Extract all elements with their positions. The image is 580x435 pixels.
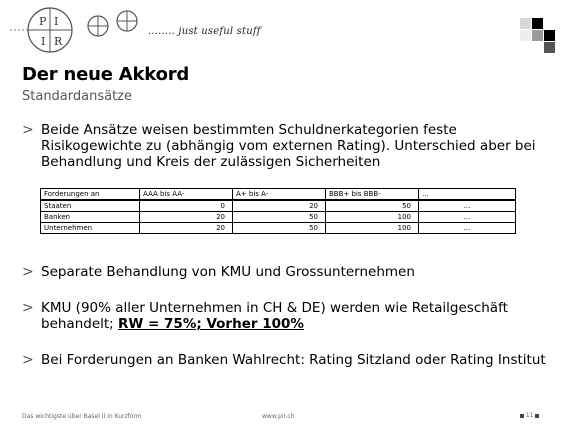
table-header-cell: A+ bis A- <box>233 189 326 201</box>
table-cell: 50 <box>233 212 326 223</box>
risk-weight-table <box>40 188 516 234</box>
table-cell: Banken <box>41 212 140 223</box>
bullet-marker: > <box>22 352 34 368</box>
table-cell: 50 <box>233 223 326 234</box>
page-marker-icon <box>535 414 539 418</box>
footer-caption: Das wichtigste über Basel II in Kurzform <box>22 413 142 420</box>
table-cell: 20 <box>140 212 233 223</box>
bullet-text: Bei Forderungen an Banken Wahlrecht: Rating Sitzland oder Rating Institut <box>41 352 546 368</box>
table-cell: 0 <box>140 200 233 212</box>
corner-square <box>532 18 543 29</box>
table-header-cell: AAA bis AA- <box>140 189 233 201</box>
table-cell: Staaten <box>41 200 140 212</box>
bullet-marker: > <box>22 122 34 138</box>
table-header-cell: BBB+ bis BBB- <box>326 189 419 201</box>
footer-website: www.pir.ch <box>262 413 295 420</box>
bullet-text: Separate Behandlung von KMU und Grossunternehmen <box>41 264 415 280</box>
table-row <box>41 200 516 212</box>
corner-square <box>532 30 543 41</box>
table-cell: 20 <box>140 223 233 234</box>
table-header-cell: Forderungen an <box>41 189 140 201</box>
slide-title: Der neue Akkord <box>22 64 190 85</box>
slide-subtitle: Standardansätze <box>22 89 133 104</box>
tagline: ........ just useful stuff <box>148 26 261 37</box>
bullet-text-wrap <box>41 300 556 332</box>
svg-text:I: I <box>54 15 59 28</box>
table-cell: ... <box>419 223 516 234</box>
page-marker-icon <box>520 414 524 418</box>
svg-text:I: I <box>41 35 46 48</box>
bullet-text: Beide Ansätze weisen bestimmten Schuldnerkategorien feste Risikogewichte zu (abhängig vom externen Rating). Unterschied aber bei Behandlung und Kreis der zulässigen Sicherheiten <box>41 122 536 170</box>
risk-weight-emphasis: RW = 75%; Vorher 100% <box>118 316 304 332</box>
table-cell: 50 <box>326 200 419 212</box>
table-header-row <box>41 189 516 201</box>
table-cell: 20 <box>233 200 326 212</box>
table-cell: Unternehmen <box>41 223 140 234</box>
corner-square <box>544 42 555 53</box>
page-number <box>520 412 539 419</box>
table-cell: 100 <box>326 223 419 234</box>
bullet-text: KMU (90% aller Unternehmen in CH & DE) werden wie Retailgeschäft behandelt; <box>41 300 508 332</box>
bullet-marker: > <box>22 300 34 316</box>
table-row <box>41 212 516 223</box>
corner-square <box>544 30 555 41</box>
corner-square <box>520 18 531 29</box>
table-row <box>41 223 516 234</box>
page-number-value: 11 <box>525 412 534 419</box>
table-cell: 100 <box>326 212 419 223</box>
table-header-cell: ... <box>419 189 516 201</box>
bullet-marker: > <box>22 264 34 280</box>
svg-text:P: P <box>39 15 47 28</box>
table-cell: ... <box>419 200 516 212</box>
corner-square <box>520 30 531 41</box>
table-cell: ... <box>419 212 516 223</box>
svg-text:R: R <box>54 35 63 48</box>
